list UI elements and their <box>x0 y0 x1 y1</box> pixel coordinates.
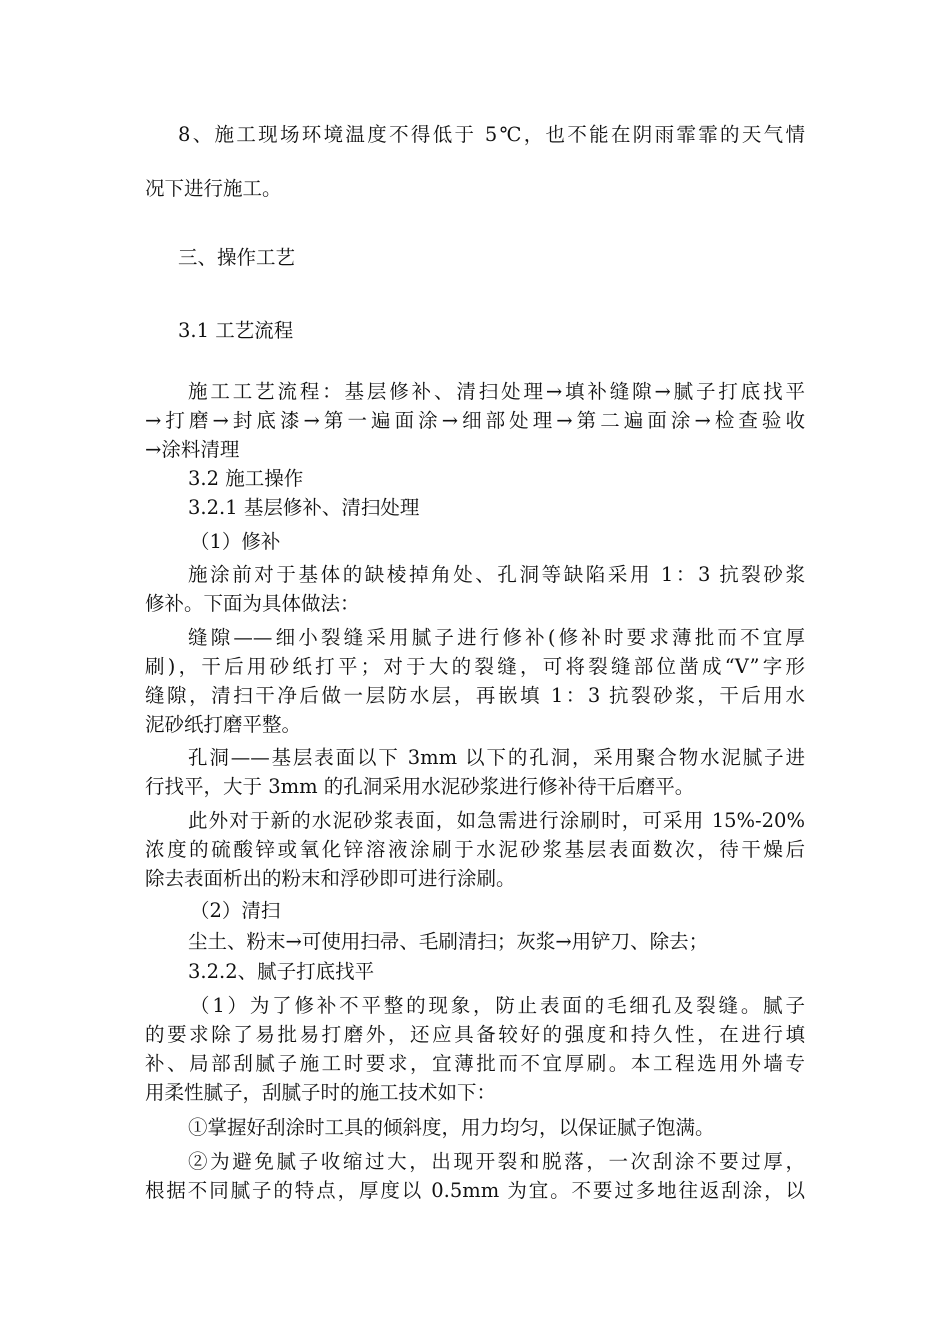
subsection-heading-3-1: 3.1 工艺流程 <box>178 319 294 342</box>
paragraph-new-mortar-line-2: 浓度的硫酸锌或氧化锌溶液涂刷于水泥砂浆基层表面数次，待干燥后 <box>145 838 805 861</box>
paragraph-env-temp-line-1: 8、施工现场环境温度不得低于 5℃，也不能在阴雨霏霏的天气情 <box>178 123 805 146</box>
paragraph-clean: 尘土、粉末→可使用扫帚、毛刷清扫；灰浆→用铲刀、除去； <box>188 930 709 953</box>
paragraph-new-mortar-line-3: 除去表面析出的粉末和浮砂即可进行涂刷。 <box>145 867 516 890</box>
paragraph-putty-line-4: 用柔性腻子，刮腻子时的施工技术如下： <box>145 1081 497 1104</box>
subsection-heading-3-2-2: 3.2.2、腻子打底找平 <box>188 960 375 983</box>
subsection-heading-3-2: 3.2 施工操作 <box>188 467 304 490</box>
paragraph-cracks-line-4: 泥砂纸打磨平整。 <box>145 713 302 736</box>
paragraph-cracks-line-3: 缝隙，清扫干净后做一层防水层，再嵌填 1：3 抗裂砂浆，干后用水 <box>145 684 805 707</box>
paragraph-new-mortar-line-1: 此外对于新的水泥砂浆表面，如急需进行涂刷时，可采用 15%-20% <box>188 809 805 832</box>
paragraph-flow-line-1: 施工工艺流程：基层修补、清扫处理→填补缝隙→腻子打底找平 <box>188 380 805 403</box>
list-item-2-line-2: 根据不同腻子的特点，厚度以 0.5mm 为宜。不要过多地往返刮涂，以 <box>145 1179 805 1202</box>
list-item-2-line-1: ②为避免腻子收缩过大，出现开裂和脱落，一次刮涂不要过厚， <box>188 1150 805 1173</box>
paragraph-env-temp-line-2: 况下进行施工。 <box>145 177 282 200</box>
list-item-1: ①掌握好刮涂时工具的倾斜度，用力均匀，以保证腻子饱满。 <box>188 1116 715 1139</box>
paragraph-cracks-line-2: 刷)，干后用砂纸打平；对于大的裂缝，可将裂缝部位凿成“V”字形 <box>145 655 805 678</box>
subsection-heading-3-2-1: 3.2.1 基层修补、清扫处理 <box>188 496 420 519</box>
paragraph-repair-intro-line-2: 修补。下面为具体做法： <box>145 592 360 615</box>
paragraph-putty-line-2: 的要求除了易批易打磨外，还应具备较好的强度和持久性，在进行填 <box>145 1023 805 1046</box>
paragraph-flow-line-3: →涂料清理 <box>145 438 240 461</box>
paragraph-cracks-line-1: 缝隙——细小裂缝采用腻子进行修补(修补时要求薄批而不宜厚 <box>188 626 805 649</box>
paragraph-repair-intro-line-1: 施涂前对于基体的缺棱掉角处、孔洞等缺陷采用 1：3 抗裂砂浆 <box>188 563 805 586</box>
paragraph-putty-line-1: （1）为了修补不平整的现象，防止表面的毛细孔及裂缝。腻子 <box>190 994 805 1017</box>
paragraph-holes-line-1: 孔洞——基层表面以下 3mm 以下的孔洞，采用聚合物水泥腻子进 <box>188 746 805 769</box>
paragraph-holes-line-2: 行找平，大于 3mm 的孔洞采用水泥砂浆进行修补待干后磨平。 <box>145 775 695 798</box>
section-heading-operation-process: 三、操作工艺 <box>178 246 296 269</box>
paragraph-flow-line-2: →打磨→封底漆→第一遍面涂→细部处理→第二遍面涂→检查验收 <box>145 409 805 432</box>
item-heading-repair: （1）修补 <box>190 530 281 553</box>
item-heading-clean: （2）清扫 <box>190 899 281 922</box>
paragraph-putty-line-3: 补、局部刮腻子施工时要求，宜薄批而不宜厚刷。本工程选用外墙专 <box>145 1052 805 1075</box>
